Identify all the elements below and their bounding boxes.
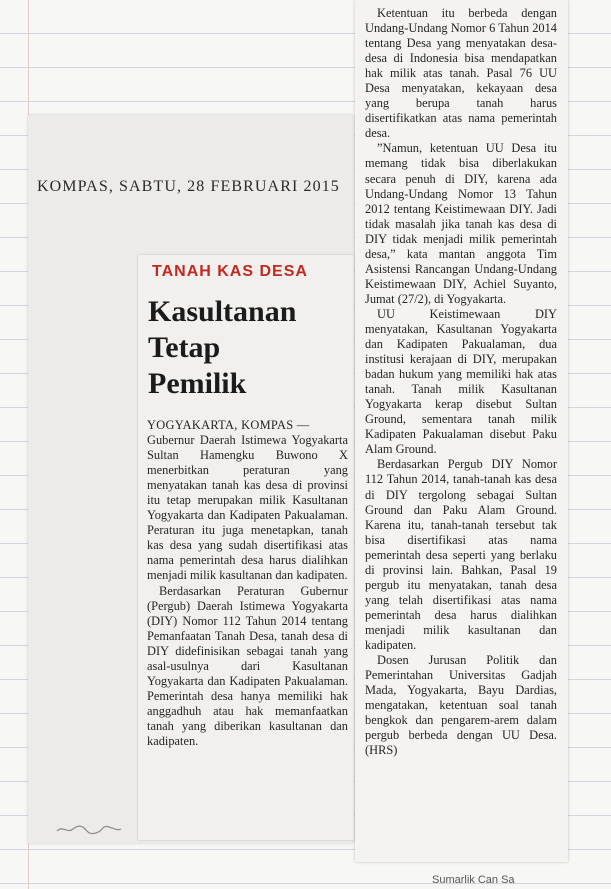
article-paragraph: ”Namun, ketentuan UU Desa itu memang tidak bisa diberlakukan secara penuh di DIY, karena ada Undang-Undang Nomor 13 Tahun 2012 tentang Keistimewaan DIY. Jadi tidak masalah jika tanah kas desa di DIY tidak menjadi milik pemerintah desa,” kata mantan anggota Tim Asistensi Rancangan Undang-Undang Keistimewaan DIY, Achiel Suyanto, Jumat (27/2), di Yogyakarta.	[365, 141, 557, 306]
cut-off-caption: Sumarlik Can Sa	[432, 874, 515, 886]
headline-line: Kasultanan	[148, 295, 297, 328]
article-paragraph: Berdasarkan Pergub DIY Nomor 112 Tahun 2014, tanah-tanah kas desa di DIY tergolong sebagai Sultan Ground dan Paku Alam Ground. Karena itu, tanah-tanah tersebut tak bisa disertifikasi atas nama pemerintah desa seperti yang berlaku di provinsi lain. Bahkan, Pasal 19 pergub itu menyatakan, tanah desa yang telah disertifikasi atas nama pemerintah desa harus dialihkan menjadi milik kasultanan dan kadipaten.	[365, 457, 557, 652]
article-paragraph: UU Keistimewaan DIY menyatakan, Kasultanan Yogyakarta dan Kadipaten Pakualaman, dua institusi kerajaan di DIY, merupakan badan hukum yang memiliki hak atas tanah. Tanah milik Kasultanan Yogyakarta kerap disebut Sultan Ground, sementara tanah milik Kadipaten Pakualaman disebut Paku Alam Ground.	[365, 306, 557, 457]
article-column-left	[147, 418, 348, 749]
article-dateline: YOGYAKARTA, KOMPAS —	[147, 418, 310, 432]
article-kicker: TANAH KAS DESA	[152, 263, 308, 280]
article-paragraph: Berdasarkan Peraturan Gubernur (Pergub) Daerah Istimewa Yogyakarta (DIY) Nomor 112 Tahun 2014 tentang Pemanfaatan Tanah Desa, tanah desa di DIY didefinisikan sebagai tanah yang asal-usulnya dari Kasultanan Yogyakarta dan Kadipaten Pakualaman. Pemerintah desa hanya memiliki hak anggadhuh atau hak memanfaatkan tanah yang diberikan kasultanan dan kadipaten.	[147, 583, 348, 748]
headline-line: Pemilik	[148, 367, 247, 400]
article-headline	[148, 294, 348, 402]
article-paragraph: Dosen Jurusan Politik dan Pemerintahan Universitas Gadjah Mada, Yogyakarta, Bayu Dardias, mengatakan, ketentuan soal tanah bengkok dan pengarem-arem dalam pergub berbeda dengan UU Desa. (HRS)	[365, 653, 557, 758]
masthead-date: KOMPAS, SABTU, 28 FEBRUARI 2015	[37, 178, 340, 195]
article-paragraph: Gubernur Daerah Istimewa Yogyakarta Sultan Hamengku Buwono X menerbitkan peraturan yang menyatakan tanah kas desa di provinsi itu tetap merupakan milik Kasultanan Yogyakarta dan Kadipaten Pakualaman. Peraturan itu juga menetapkan, tanah kas desa yang sudah disertifikasi atas nama pemerintah desa harus dialihkan menjadi milik kasultanan dan kadipaten.	[147, 433, 348, 583]
headline-line: Tetap	[148, 331, 221, 364]
article-paragraph: Ketentuan itu berbeda dengan Undang-Undang Nomor 6 Tahun 2014 tentang Desa yang menyatakan desa-desa di Indonesia bisa mendapatkan hak milik atas tanah. Pasal 76 UU Desa menyatakan, kekayaan desa yang berupa tanah harus disertifikatkan atas nama pemerintah desa.	[365, 6, 557, 141]
pen-scribble-icon	[55, 822, 125, 836]
article-column-right	[365, 6, 557, 758]
